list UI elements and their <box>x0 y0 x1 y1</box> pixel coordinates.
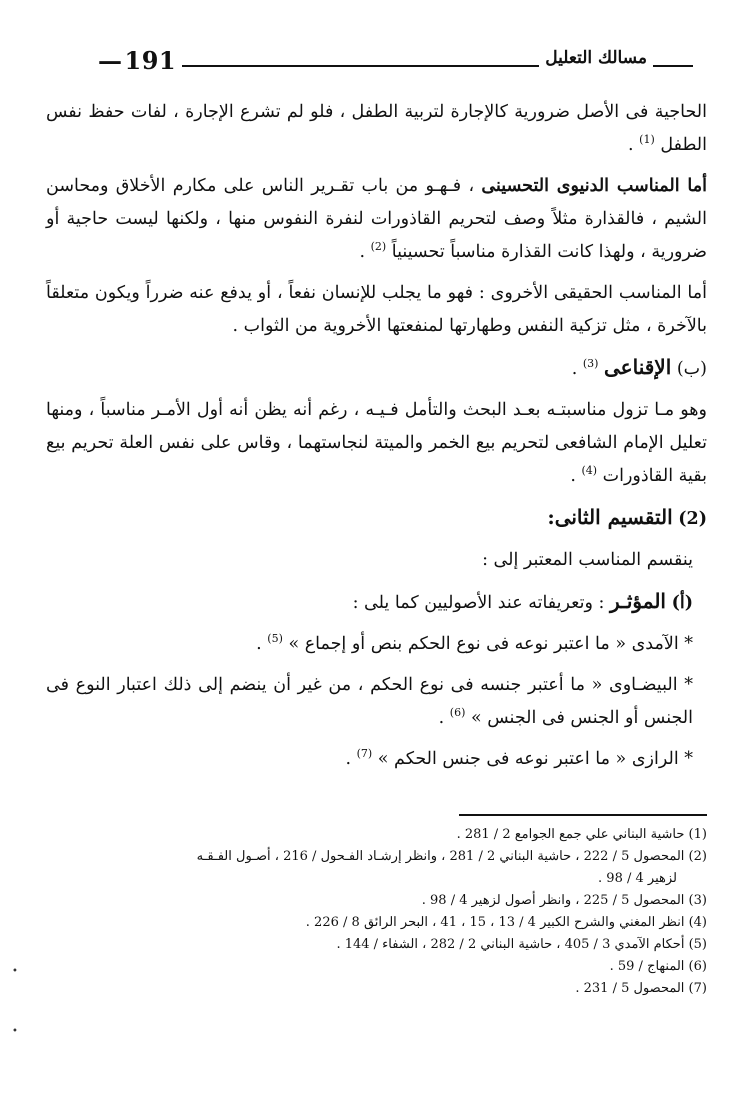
definition-amidi-text: * الآمدى « ما اعتبر نوعه فى نوع الحكم بنص أو إجماع » <box>288 634 693 654</box>
paragraph-5-text: وهو مـا تزول مناسبتـه بعـد البحث والتأمل فـيـه ، رغم أنه يظن أنه أول الأمـر مناسباً ، ومنها تعليل الإمام الشافعى لتحريم بيع الخمر والميتة لنجاستهما ، وقاس على نفس العلة تحريم بيع بقية القاذورات <box>46 400 707 486</box>
paragraph-2: أما المناسب الدنيوى التحسينى ، فـهـو من باب تقـرير الناس على مكارم الأخلاق ومحاسن الشيم ، فالقذارة مثلاً وصف لتحريم القاذورات لنفرة النفوس منها ، ولكنها ليست حاجية أو ضرورية ، ولهذا كانت القذارة مناسباً تحسينياً $^{(2)}$ . <box>46 176 708 262</box>
paragraph-2-text: ، فـهـو من باب تقـرير الناس على مكارم الأخلاق ومحاسن الشيم ، فالقذارة مثلاً وصف لتحريم القاذورات لنفرة النفوس منها ، ولكنها ليست حاجية أو ضرورية ، ولهذا كانت القذارة مناسباً تحسينياً <box>46 176 707 262</box>
footnote-ref-6: (6) <box>449 706 466 720</box>
footnote-1: (1) حاشية البناني علي جمع الجوامع 2 / 281 . <box>456 827 707 842</box>
heading-2-title: التقسيم الثانى: <box>547 505 673 529</box>
paragraph-7: ينقسم المناسب المعتبر إلى : <box>482 550 693 570</box>
footnote-ref-2: (2) <box>370 240 387 254</box>
footnote-6: (6) المنهاج / 59 . <box>609 959 707 974</box>
running-title: مسالك التعليل <box>539 48 653 68</box>
paragraph-2-lead: أما المناسب الدنيوى التحسينى <box>481 176 708 196</box>
heading-b-prefix: (ب) <box>676 359 707 379</box>
footnote-separator <box>459 814 707 816</box>
heading-2-prefix: (2) <box>678 509 707 529</box>
heading-b-title: الإقناعى <box>604 355 672 379</box>
page-header <box>92 44 693 78</box>
footnote-ref-5: (5) <box>267 632 283 646</box>
section-heading-2 <box>46 501 707 536</box>
page-number: — 191 <box>92 46 182 75</box>
definition-amidi: * الآمدى « ما اعتبر نوعه فى نوع الحكم بنص أو إجماع » $^{(5)}$ . <box>256 632 693 654</box>
paragraph-1-text: الحاجية فى الأصل ضرورية كالإجارة لتربية الطفل ، فلو لم تشرع الإجارة ، لفات حفظ نفس الطفل <box>46 102 707 155</box>
definition-razi-text: * الرازى « ما اعتبر نوعه فى جنس الحكم » <box>377 749 693 769</box>
section-heading-b: (ب) الإقناعى $^{(3)}$ . <box>571 355 707 379</box>
footnote-3: (3) المحصول 5 / 225 ، وانظر أصول لزهير 4 / 98 . <box>421 893 707 908</box>
footnote-4: (4) انظر المغني والشرح الكبير 4 / 13 ، 15 ، 41 ، البحر الرائق 8 / 226 . <box>305 915 707 930</box>
definition-baydawi-text: * البيضـاوى « ما أعتبر جنسه فى نوع الحكم ، من غير أن ينضم إلى ذلك اعتبار النوع فى الجنس أو الجنس فى الجنس » <box>46 675 693 728</box>
paragraph-8-text: : وتعريفاته عند الأصوليين كما يلى : <box>352 593 605 613</box>
paragraph-5: وهو مـا تزول مناسبتـه بعـد البحث والتأمل فـيـه ، رغم أنه يظن أنه أول الأمـر مناسباً ، ومنها تعليل الإمام الشافعى لتحريم بيع الخمر والميتة لنجاستهما ، وقاس على نفس العلة تحريم بيع بقية القاذورات $^{(4)}$ . <box>46 400 707 486</box>
paragraph-8 <box>46 585 707 620</box>
footnote-5: (5) أحكام الآمدي 3 / 405 ، حاشية البناني 2 / 282 ، الشفاء / 144 . <box>336 937 707 952</box>
footnote-2-continued: لزهير 4 / 98 . <box>598 871 677 886</box>
definition-baydawi: * البيضـاوى « ما أعتبر جنسه فى نوع الحكم ، من غير أن ينضم إلى ذلك اعتبار النوع فى الجنس أو الجنس فى الجنس » $^{(6)}$ . <box>46 675 693 728</box>
footnote-ref-7: (7) <box>356 747 373 761</box>
heading-a-title: المؤثـر <box>609 589 666 613</box>
footnote-ref-4: (4) <box>581 464 598 478</box>
paragraph-1: الحاجية فى الأصل ضرورية كالإجارة لتربية الطفل ، فلو لم تشرع الإجارة ، لفات حفظ نفس الطفل $^{(1)}$ . <box>46 102 707 155</box>
footnote-7: (7) المحصول 5 / 231 . <box>575 981 707 996</box>
margin-mark-bottom: • <box>12 1026 18 1037</box>
definition-razi: * الرازى « ما اعتبر نوعه فى جنس الحكم » $^{(7)}$ . <box>345 747 693 769</box>
footnotes <box>80 824 707 1000</box>
paragraph-3: أما المناسب الحقيقى الأخروى : فهو ما يجلب للإنسان نفعاً ، أو يدفع عنه ضرراً ويكون متعلقاً بالآخرة ، مثل تزكية النفس وطهارتها لمنفعتها الأخروية من الثواب . <box>46 283 707 336</box>
heading-a-prefix: (أ) <box>671 593 693 613</box>
main-text <box>46 96 707 784</box>
footnote-2: (2) المحصول 5 / 222 ، حاشية البناني 2 / 281 ، وانظر إرشـاد الفـحول / 216 ، أصـول الفـقـه <box>196 849 707 864</box>
margin-mark-top: • <box>12 966 18 977</box>
footnote-ref-1: (1) <box>639 133 655 147</box>
footnote-ref-3: (3) <box>582 357 599 371</box>
